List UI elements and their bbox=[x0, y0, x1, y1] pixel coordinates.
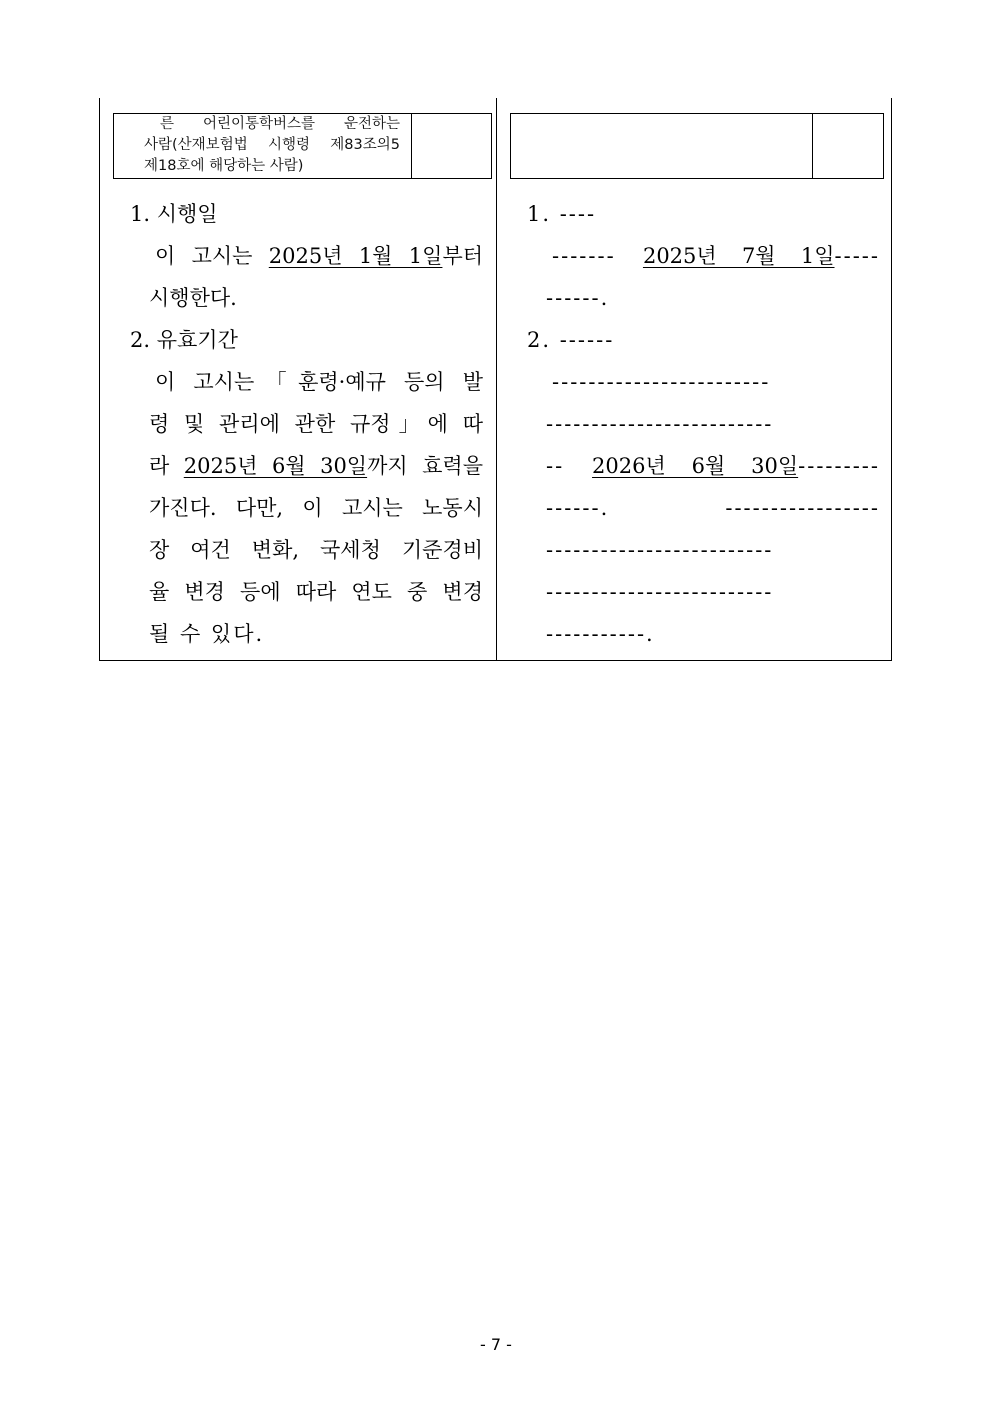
text: 까지 효력을 bbox=[367, 454, 483, 478]
right-section1-line1 bbox=[552, 242, 880, 270]
expiry-date: 2026년 6월 30일 bbox=[592, 454, 799, 478]
text: 이 고시는 bbox=[155, 244, 269, 268]
right-section2-line4: ------. ----------------- bbox=[546, 496, 880, 520]
right-inner-table bbox=[510, 113, 884, 179]
left-section1-line2: 시행한다. bbox=[149, 286, 237, 310]
page-number: - 7 - bbox=[480, 1335, 512, 1354]
effective-date: 2025년 7월 1일 bbox=[642, 244, 835, 268]
right-section2-heading: 2. ------ bbox=[527, 328, 615, 352]
left-section2-line4: 가진다. 다만, 이 고시는 노동시 bbox=[149, 496, 483, 520]
expiry-date: 2025년 6월 30일 bbox=[183, 454, 368, 478]
box-line-1: 른 어린이통학버스를 운전하는 bbox=[160, 116, 400, 132]
left-section2-heading: 2. 유효기간 bbox=[130, 328, 238, 352]
left-section2-line2: 령 및 관리에 관한 규정」에 따 bbox=[149, 412, 483, 436]
text: ------- bbox=[552, 244, 643, 268]
text: 부터 bbox=[442, 244, 484, 268]
right-section2-line3 bbox=[546, 452, 880, 480]
left-section2-line5: 장 여건 변화, 국세청 기준경비 bbox=[149, 538, 483, 562]
effective-date: 2025년 1월 1일 bbox=[268, 244, 443, 268]
right-section2-line6: ------------------------- bbox=[546, 580, 774, 604]
left-section1-line1 bbox=[155, 242, 483, 270]
text: -- bbox=[546, 454, 593, 478]
text: ----- bbox=[834, 244, 880, 268]
right-section1-heading: 1. ---- bbox=[527, 202, 597, 226]
text: 라 bbox=[149, 454, 184, 478]
left-section2-line6: 율 변경 등에 따라 연도 중 변경 bbox=[149, 580, 483, 604]
left-section1-heading: 1. 시행일 bbox=[130, 202, 218, 226]
right-section2-line7: -----------. bbox=[546, 622, 655, 646]
left-inner-table-divider bbox=[411, 114, 412, 178]
text: --------- bbox=[798, 454, 880, 478]
right-section2-line5: ------------------------- bbox=[546, 538, 774, 562]
right-inner-table-divider bbox=[812, 114, 813, 178]
right-section2-line2: ------------------------- bbox=[546, 412, 774, 436]
right-section1-line2: ------. bbox=[546, 286, 610, 310]
left-inner-table-text bbox=[144, 114, 405, 177]
left-section2-line7: 될 수 있다. bbox=[149, 622, 265, 646]
right-section2-line1: ------------------------ bbox=[552, 370, 771, 394]
left-section2-line3 bbox=[149, 452, 483, 480]
left-section2-line1: 이 고시는「훈령·예규 등의 발 bbox=[155, 370, 483, 394]
column-divider bbox=[496, 98, 497, 661]
box-line-2: 사람(산재보험법 시행령 제83조의5 bbox=[144, 137, 400, 153]
box-line-3: 제18호에 해당하는 사람) bbox=[144, 158, 304, 174]
